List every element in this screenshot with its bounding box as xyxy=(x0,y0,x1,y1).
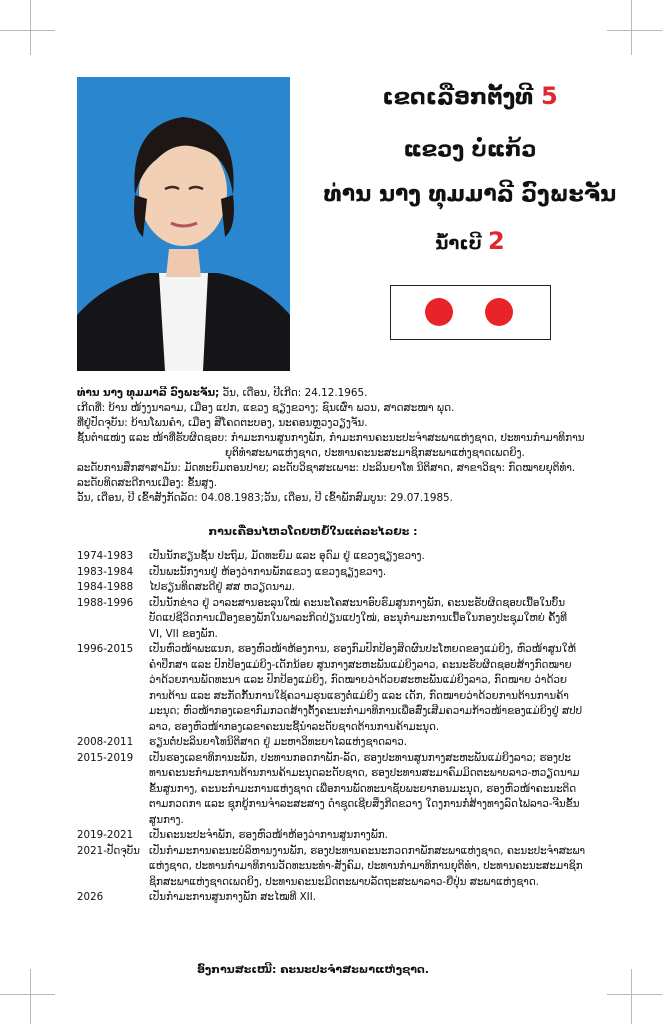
biography xyxy=(77,386,637,506)
timeline-row xyxy=(77,565,637,581)
district-label: ເຂດເລືອກຕັ້ງທີ xyxy=(382,85,534,110)
timeline-row xyxy=(77,751,637,829)
timeline-description xyxy=(149,751,637,829)
timeline-description xyxy=(149,844,637,891)
crop-mark xyxy=(0,30,55,31)
ballot-line xyxy=(300,227,640,255)
bio-line: ລະດັບການສຶກສາສາມັນ: ມັດທະຍົມຕອນປາຍ; ລະດັບວິຊາສະເພາະ: ປະລິນຍາໂທ ນິຕິສາດ, ສາຂາວິຊາ: ກົດໝາຍຍຸຕິທຳ. xyxy=(77,462,576,474)
timeline-line: ຊິກສະພາແຫ່ງຊາດເພດຍິງ, ປະທານຄະນະມິດຕະພາບລັດຖະສະພາລາວ-ຍີ່ປຸ່ນ ສະພາແຫ່ງຊາດ. xyxy=(149,875,540,888)
timeline-line: ຂັ້ນສູນກາງ, ຄະນະກຳມະການແຫ່ງຊາດ ເພື່ອການພັດທະນາຊັບພະຍາກອນມະນຸດ, ຮອງຫົວໜ້າຄະນະຕິດ xyxy=(149,782,577,795)
bio-name: ທ່ານ ນາງ ທຸມມາລີ ວົງພະຈັນ; xyxy=(77,387,220,399)
timeline-line: ວ່າດ້ວຍການພັດທະນາ ແລະ ປົກປ້ອງແມ່ຍິງ, ກົດໝາຍວ່າດ້ວຍສະຫະພັນແມ່ຍິງລາວ, ກົດໝາຍ ວ່າດ້ວຍ xyxy=(149,674,567,686)
crop-mark xyxy=(30,969,31,1024)
timeline-line: VI, VII ຂອງພັກ. xyxy=(149,627,218,640)
timeline-line: ຄຳປຶກສາ ແລະ ປົກປ້ອງແມ່ຍິງ-ເດັກນ້ອຍ ສູນກາງສະຫະພັນແມ່ຍິງລາວ, ຄະນະຮັບຜິດຊອບສ້າງກົດໝາຍ xyxy=(149,658,572,671)
timeline-years: 2019-2021 xyxy=(77,829,134,841)
timeline-description xyxy=(149,828,637,844)
timeline-years: 1996-2015 xyxy=(77,643,134,655)
timeline-years: 1974-1983 xyxy=(77,550,134,562)
timeline-row xyxy=(77,890,637,906)
timeline-line: ການຕ້ານ ແລະ ສະກັດກັ້ນການໃຊ້ຄວາມຮຸນແຮງຕໍ່ແມ່ຍິງ ແລະ ເດັກ, ກົດໝາຍວ່າດ້ວຍການຕ້ານການຄ້າ xyxy=(149,689,569,702)
timeline-row xyxy=(77,844,637,891)
timeline-line: ເປັນກຳມະການສູນກາງພັກ ສະໄໝທີ XII. xyxy=(149,891,317,903)
timeline-title: ການເຄື່ອນໄຫວໂດຍຫຍໍ້ໃນແຕ່ລະໄລຍະ : xyxy=(208,525,418,538)
timeline-line: ຕາມກວດກາ ແລະ ຊຸກຍູ້ການຈຳລະສະສາງ ດຳຊຸດເຊີຍສິ່ງກີດຂວາງ ໃດງການກໍ່ສ້າງທາງລົດໄຟລາວ-ຈີນຂັ້ນ xyxy=(149,798,580,810)
bio-line: ເກີດທີ່: ບ້ານ ໜ້ງງນາລາມ, ເມືອງ ແປກ, ແຂວງ ຊຽງຂວາງ; ຊົນເຜົ່າ ພວນ, ສາດສະໜາ ພຸດ. xyxy=(77,402,455,414)
timeline-row xyxy=(77,828,637,844)
timeline-description xyxy=(149,549,637,565)
timeline-line: ຮຽນຕໍ່ປະລິນຍາໂທນິຕິສາດ ຢູ່ ມະຫາວິທະຍາໄລແຫ່ງຊາດລາວ. xyxy=(149,736,408,748)
nominating-body: ອົງການສະເໜີ: ຄະນະປະຈຳສະພາແຫ່ງຊາດ. xyxy=(197,963,429,976)
timeline-line: ເປັນຫົວໜ້າພະແນກ, ຮອງຫົວໜ້າຫ້ອງການ, ຮອງກົມປົກປ້ອງສິດຜົນປະໂຫຍດຂອງແມ່ຍິງ, ຫົວໜ້າສູນໃຫ້ xyxy=(149,643,576,655)
bio-line: ທີ່ຢູ່ປັດຈຸບັນ: ບ້ານໂພນຄຳ, ເມືອງ ສີໂຄດຕະບອງ, ນະຄອນຫຼວງວຽງຈັນ. xyxy=(77,417,368,429)
timeline-years: 1983-1984 xyxy=(77,565,134,578)
ballot-number: 2 xyxy=(488,227,505,255)
timeline-description xyxy=(149,890,637,906)
province-name: ແຂວງ ບໍ່ແກ້ວ xyxy=(403,137,537,161)
crop-mark xyxy=(30,0,31,55)
district-number: 5 xyxy=(540,82,558,110)
timeline-description xyxy=(149,642,637,735)
career-timeline xyxy=(77,549,637,906)
timeline-line: ເປັນຮອງເລຂາທິການະພັກ, ປະທານກອດກາພັກ-ລັດ, ຮອງປະທານສູນກາງສະຫະພັນແມ່ຍິງລາວ; ຮອງປະ xyxy=(149,751,571,764)
timeline-row xyxy=(77,549,637,565)
timeline-years: 1984-1988 xyxy=(77,581,134,593)
timeline-description xyxy=(149,565,637,581)
timeline-line: ເປັນພະນັກງານຢູ່ ຫ້ອງວ່າການພັກແຂວງ ແຂວງຊຽງຂວາງ. xyxy=(149,565,387,578)
candidate-photo xyxy=(77,77,290,371)
timeline-years: 2026 xyxy=(77,891,104,903)
ballot-marker-box xyxy=(390,285,551,340)
crop-mark xyxy=(607,994,662,995)
crop-mark xyxy=(607,30,662,31)
timeline-line: ລາວ, ຮອງຫົວໜ້າກອງເລຂາຄະນະຊີ້ນຳລະດັບຊາດຕ້ານການຄ້າມະນຸດ. xyxy=(149,720,440,733)
timeline-line: ເປັນນັກຮຽນຊັ້ນ ປະຖົມ, ມັດທະຍົມ ແລະ ອຸດົມ ຢູ່ ແຂວງຊຽງຂວາງ. xyxy=(149,550,425,562)
timeline-line: ເປັນກຳມະການຄະນະບໍລິຫານງານພັກ, ຮອງປະທານຄະນະກວດກາພັກສະພາແຫ່ງຊາດ, ຄະນະປະຈຳສະພາ xyxy=(149,844,586,857)
crop-mark xyxy=(631,0,632,55)
bio-line: ຊັ້ນຕຳແໜ່ງ ແລະ ໜ້າທີ່ຮັບຜິດຊອບ: ກຳມະການສູນກາງພັກ, ກຳມະການຄະນະປະຈຳສະພາແຫ່ງຊາດ, ປະທານກຳມາທິການ xyxy=(77,432,585,444)
timeline-row xyxy=(77,596,637,643)
timeline-years: 2021-ປັດຈຸບັນ xyxy=(77,844,140,857)
timeline-line: ເປັນນັກຂ່າວ ຢູ່ ວາລະສານອະລຸນໃໝ່ ຄະນະໂຄສະນາອົບຮົມສູນກາງພັກ, ຄະນະຮັບຜິດຊອບເນື້ອໃນບົ້ນ xyxy=(149,596,566,609)
crop-mark xyxy=(0,994,55,995)
timeline-line: ທານຄະນະກຳມະການຕ້ານການຄ້າມະນຸດລະດັບຊາດ, ຮອງປະທານສະມາຄົມມິດຕະພາບລາວ-ຫວຽດນາມ xyxy=(149,767,580,779)
timeline-description xyxy=(149,580,637,596)
timeline-line: ມະນຸດ; ຫົວໜ້າກອງເລຂາກົມກວດສ້າງຕັ້ງຄະນະກຳມາທິການເພື່ອສົ່ງເສີມຄວາມກ້າວໜ້າຂອງແມ່ຍິງຢູ່ ສປປ xyxy=(149,705,583,717)
timeline-years: 2015-2019 xyxy=(77,751,134,764)
timeline-line: ເປັນຄະນະປະຈຳພັກ, ຮອງຫົວໜ້າຫ້ອງວ່າການສູນກາງພັກ. xyxy=(149,829,388,841)
ballot-label: ນ້ຳເບີ xyxy=(435,233,482,254)
timeline-years: 1988-1996 xyxy=(77,596,134,609)
timeline-line: ສູນກາງ. xyxy=(149,813,184,826)
ballot-dot xyxy=(485,298,513,326)
bio-line: ວັນ, ເດືອນ, ປີ ເຂົ້າສັງກັດລັດ: 04.08.1983;ວັນ, ເດືອນ, ປີ ເຂົ້າພັກສົມບູນ: 29.07.1985. xyxy=(77,492,453,504)
timeline-row xyxy=(77,580,637,596)
district-line xyxy=(300,82,640,110)
bio-line: ຍຸຕິທຳສະພາແຫ່ງຊາດ, ປະທານຄະນະສະມາຊິກສະພາແຫ່ງຊາດເພດຍິງ. xyxy=(225,447,525,459)
timeline-row xyxy=(77,735,637,751)
timeline-years: 2008-2011 xyxy=(77,736,134,748)
timeline-row xyxy=(77,642,637,735)
timeline-description xyxy=(149,735,637,751)
timeline-line: ໄປຮຽນທິດສະດີຢູ່ ສສ ຫວຽດນາມ. xyxy=(149,581,296,593)
ballot-dot xyxy=(425,298,453,326)
crop-mark xyxy=(631,969,632,1024)
timeline-line: ບັດແປຊີວິດການເມືອງຂອງພັກໃນພາລະກິດປ່ຽນແປງໃໝ່, ອະນຸກຳມະການເນື້ອໃນກອງປະຊຸມໃຫຍ່ ຄັ້ງທີ xyxy=(149,612,567,624)
timeline-description xyxy=(149,596,637,643)
timeline-line: ແຫ່ງຊາດ, ປະທານກຳມາທິການວັດທະນະທຳ-ສັງຄົມ, ປະທານກຳມາທິການຍຸຕິທຳ, ປະທານຄະນະສະມາຊິກ xyxy=(149,860,583,872)
bio-line: ລະດັບທິດສະດີການເມືອງ: ຂັ້ນສູງ. xyxy=(77,477,217,489)
candidate-name: ທ່ານ ນາງ ທຸມມາລີ ວົງພະຈັນ xyxy=(323,182,617,207)
bio-line: ທ່ານ ນາງ ທຸມມາລີ ວົງພະຈັນ; ວັນ, ເດືອນ, ປີເກີດ: 24.12.1965. xyxy=(77,387,368,399)
